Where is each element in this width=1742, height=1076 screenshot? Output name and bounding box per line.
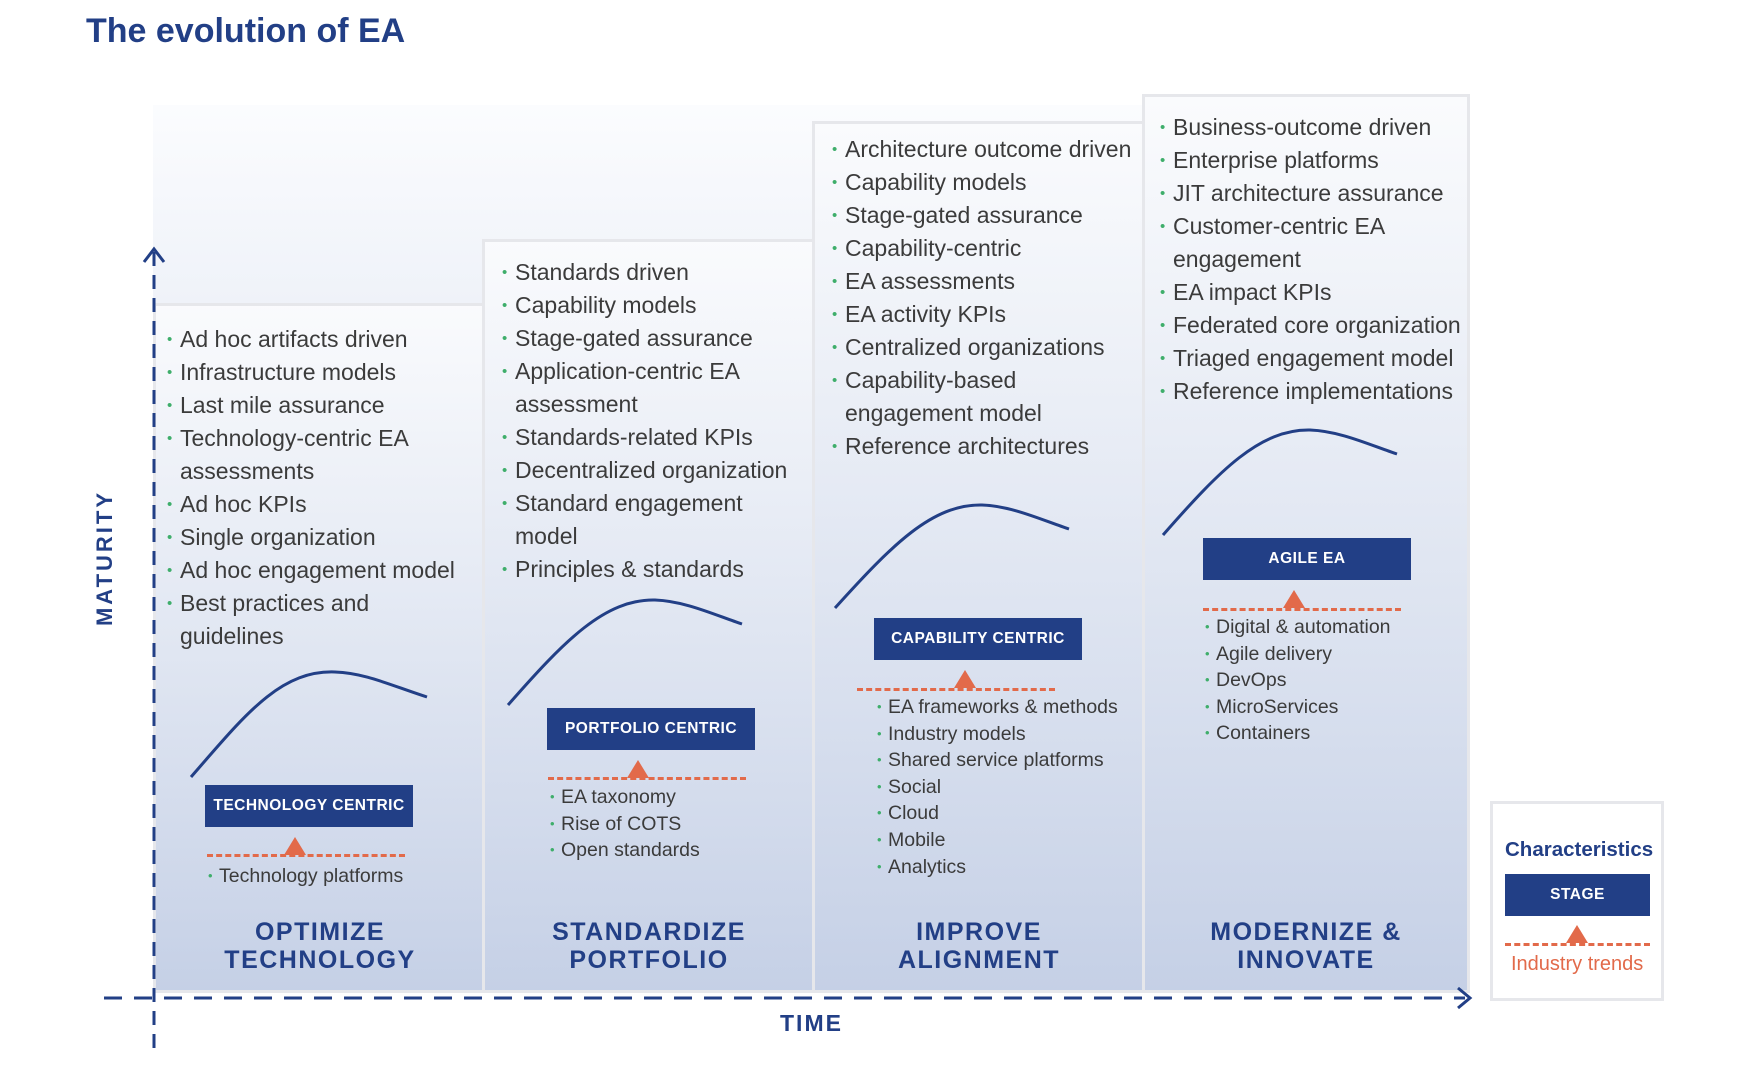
list-item: • Capability-centric bbox=[832, 232, 1137, 265]
list-item: • EA taxonomy bbox=[550, 784, 790, 811]
list-item: • Architecture outcome driven bbox=[832, 133, 1137, 166]
list-item: • Rise of COTS bbox=[550, 811, 790, 838]
list-item: • Infrastructure models bbox=[167, 356, 477, 389]
list-item: • Ad hoc KPIs bbox=[167, 488, 477, 521]
legend bbox=[1490, 801, 1664, 1001]
legend-trends-label: Industry trends bbox=[1511, 953, 1644, 975]
list-item: • Stage-gated assurance bbox=[502, 322, 807, 355]
list-item: • Capability models bbox=[832, 166, 1137, 199]
list-item: • DevOps bbox=[1205, 667, 1470, 694]
legend-trend-line bbox=[1505, 943, 1650, 946]
list-item: • Technology platforms bbox=[208, 863, 468, 890]
list-item: • EA impact KPIs bbox=[1160, 276, 1465, 309]
list-item: • Standards driven bbox=[502, 256, 807, 289]
page-title: The evolution of EA bbox=[86, 12, 406, 50]
list-item: • Standards-related KPIs bbox=[502, 421, 807, 454]
y-axis-label: MATURITY bbox=[92, 489, 117, 627]
list-item: • Enterprise platforms bbox=[1160, 144, 1465, 177]
list-item: • Industry models bbox=[877, 721, 1142, 748]
list-item: • Ad hoc artifacts driven bbox=[167, 323, 477, 356]
list-item: • Last mile assurance bbox=[167, 389, 477, 422]
legend-stage-badge: STAGE bbox=[1505, 874, 1650, 916]
list-item: • Reference implementations bbox=[1160, 375, 1465, 408]
list-item: • Decentralized organization bbox=[502, 454, 807, 487]
list-item: • Capability models bbox=[502, 289, 807, 322]
stage-badge-agile-ea: AGILE EA bbox=[1203, 538, 1411, 580]
list-item: • JIT architecture assurance bbox=[1160, 177, 1465, 210]
phase-title-2: STANDARDIZE PORTFOLIO bbox=[552, 918, 746, 974]
list-item: • Application-centric EA assessment bbox=[502, 355, 807, 421]
stage-badge-portfolio-centric: PORTFOLIO CENTRIC bbox=[547, 708, 755, 750]
list-item: • Containers bbox=[1205, 720, 1470, 747]
stage-badge-technology-centric: TECHNOLOGY CENTRIC bbox=[205, 785, 413, 827]
list-item: • Best practices and guidelines bbox=[167, 587, 477, 653]
list-item: • Standard engagement model bbox=[502, 487, 807, 553]
list-item: • Shared service platforms bbox=[877, 747, 1142, 774]
list-item: • Principles & standards bbox=[502, 553, 807, 586]
list-item: • Capability-based engagement model bbox=[832, 364, 1137, 430]
list-item: • Stage-gated assurance bbox=[832, 199, 1137, 232]
phase-title-3: IMPROVE ALIGNMENT bbox=[897, 918, 1061, 974]
list-item: • Mobile bbox=[877, 827, 1142, 854]
list-item: • EA frameworks & methods bbox=[877, 694, 1142, 721]
list-item: • Digital & automation bbox=[1205, 614, 1470, 641]
list-item: • EA assessments bbox=[832, 265, 1137, 298]
phase-title-4: MODERNIZE & INNOVATE bbox=[1210, 918, 1402, 974]
list-item: • Business-outcome driven bbox=[1160, 111, 1465, 144]
list-item: • Cloud bbox=[877, 800, 1142, 827]
list-item: • Agile delivery bbox=[1205, 641, 1470, 668]
phase-title-1: OPTIMIZE TECHNOLOGY bbox=[224, 918, 416, 974]
list-item: • EA activity KPIs bbox=[832, 298, 1137, 331]
list-item: • Social bbox=[877, 774, 1142, 801]
list-item: • Open standards bbox=[550, 837, 790, 864]
x-axis-label: TIME bbox=[780, 1010, 843, 1036]
list-item: • MicroServices bbox=[1205, 694, 1470, 721]
legend-trend-marker-icon bbox=[1566, 925, 1588, 943]
list-item: • Centralized organizations bbox=[832, 331, 1137, 364]
list-item: • Reference architectures bbox=[832, 430, 1137, 463]
stage-badge-capability-centric: CAPABILITY CENTRIC bbox=[874, 618, 1082, 660]
list-item: • Technology-centric EA assessments bbox=[167, 422, 477, 488]
legend-title: Characteristics bbox=[1505, 838, 1654, 861]
list-item: • Analytics bbox=[877, 854, 1142, 881]
list-item: • Triaged engagement model bbox=[1160, 342, 1465, 375]
list-item: • Customer-centric EA engagement bbox=[1160, 210, 1465, 276]
list-item: • Federated core organization bbox=[1160, 309, 1465, 342]
list-item: • Single organization bbox=[167, 521, 477, 554]
list-item: • Ad hoc engagement model bbox=[167, 554, 477, 587]
